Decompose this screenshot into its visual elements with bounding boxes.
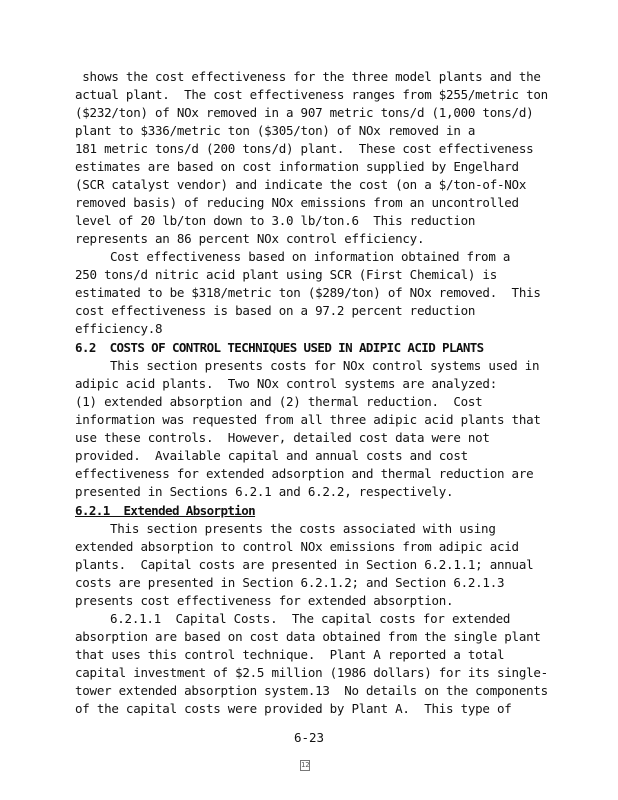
text-line: capital investment of $2.5 million (1986 dollars) for its single-	[75, 665, 548, 680]
text-line: ($232/ton) of NOx removed in a 907 metric tons/d (1,000 tons/d)	[75, 105, 534, 120]
text-line: This section presents costs for NOx control systems used in	[110, 358, 540, 373]
text-line: plants. Capital costs are presented in Section 6.2.1.1; annual	[75, 557, 534, 572]
text-line: extended absorption to control NOx emissions from adipic acid	[75, 539, 519, 554]
text-line: absorption are based on cost data obtained from the single plant	[75, 629, 541, 644]
page-number: 6-23	[293, 730, 325, 745]
subsubsection-paragraph: 6.2.1.1 Capital Costs. The capital costs for extended	[110, 611, 511, 626]
text-line: plant to $336/metric ton ($305/ton) of NOx removed in a	[75, 123, 476, 138]
text-line: (1) extended absorption and (2) thermal reduction. Cost	[75, 394, 483, 409]
subsection-heading: 6.2.1 Extended Absorption	[75, 503, 256, 518]
text-line: level of 20 lb/ton down to 3.0 lb/ton.6 This reduction	[75, 213, 476, 228]
text-line: adipic acid plants. Two NOx control systems are analyzed:	[75, 376, 497, 391]
text-line: provided. Available capital and annual costs and cost	[75, 448, 468, 463]
text-line: that uses this control technique. Plant A reported a total	[75, 647, 505, 662]
text-line: presents cost effectiveness for extended absorption.	[75, 593, 454, 608]
text-line: removed basis) of reducing NOx emissions from an uncontrolled	[75, 195, 519, 210]
text-line: effectiveness for extended adsorption and thermal reduction are	[75, 466, 534, 481]
footer-mark: 12	[301, 761, 310, 769]
text-line: costs are presented in Section 6.2.1.2; and Section 6.2.1.3	[75, 575, 505, 590]
text-line: estimates are based on cost information supplied by Engelhard	[75, 159, 519, 174]
text-line: cost effectiveness is based on a 97.2 percent reduction	[75, 303, 476, 318]
text-line: actual plant. The cost effectiveness ranges from $255/metric ton	[75, 87, 548, 102]
text-line: of the capital costs were provided by Plant A. This type of	[75, 701, 512, 716]
text-line: efficiency.8	[75, 321, 163, 336]
text-line: shows the cost effectiveness for the three model plants and the	[75, 69, 541, 84]
text-line: represents an 86 percent NOx control efficiency.	[75, 231, 425, 246]
text-line: presented in Sections 6.2.1 and 6.2.2, respectively.	[75, 484, 454, 499]
text-line: tower extended absorption system.13 No details on the components	[75, 683, 548, 698]
section-heading: 6.2 COSTS OF CONTROL TECHNIQUES USED IN ADIPIC ACID PLANTS	[75, 340, 484, 355]
text-line: Cost effectiveness based on information obtained from a	[110, 249, 511, 264]
text-line: 181 metric tons/d (200 tons/d) plant. These cost effectiveness	[75, 141, 534, 156]
text-line: estimated to be $318/metric ton ($289/ton) of NOx removed. This	[75, 285, 541, 300]
text-line: (SCR catalyst vendor) and indicate the cost (on a $/ton-of-NOx	[75, 177, 527, 192]
text-line: 250 tons/d nitric acid plant using SCR (First Chemical) is	[75, 267, 497, 282]
text-line: information was requested from all three adipic acid plants that	[75, 412, 541, 427]
text-line: This section presents the costs associated with using	[110, 521, 496, 536]
text-line: use these controls. However, detailed cost data were not	[75, 430, 490, 445]
